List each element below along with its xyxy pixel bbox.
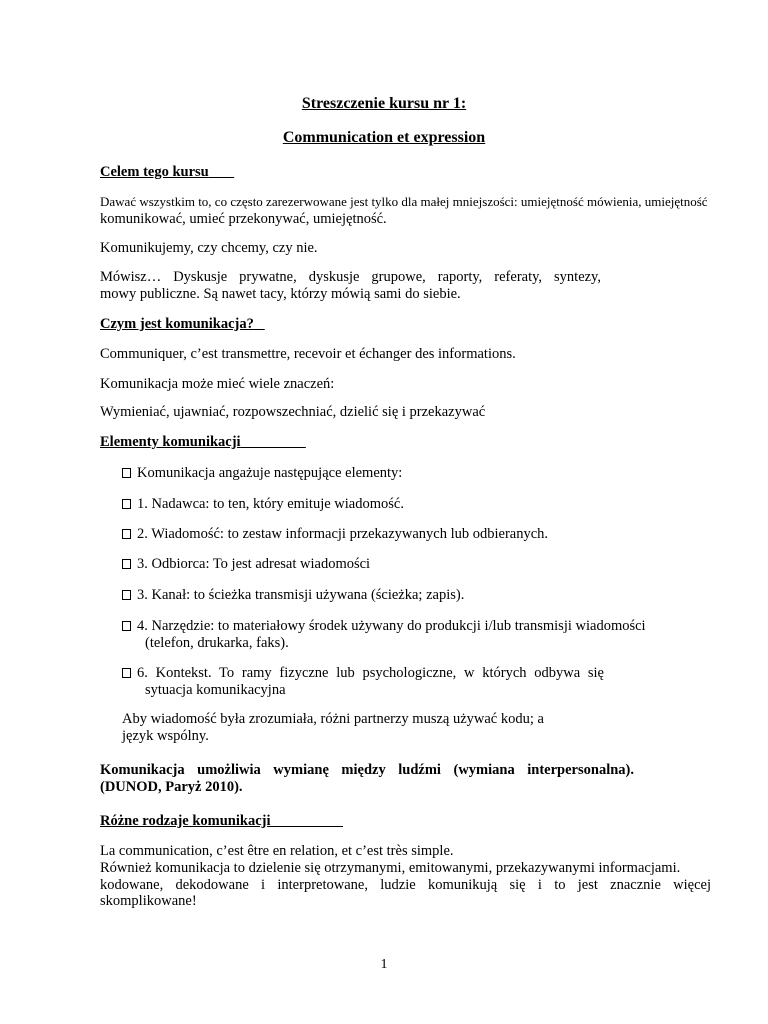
page-subtitle: Communication et expression: [282, 129, 486, 146]
bold-note-line: Komunikacja umożliwia wymianę między ludźmi (wymiana interpersonalna).: [100, 762, 634, 778]
paragraph: Komunikacja może mieć wiele znaczeń:: [100, 376, 335, 392]
paragraph: Komunikujemy, czy chcemy, czy nie.: [100, 240, 318, 256]
section-heading-what-is-communication: Czym jest komunikacja?: [100, 316, 254, 332]
checkbox-bullet-icon: [122, 668, 131, 678]
paragraph-line: komunikować, umieć przekonywać, umiejętność.: [100, 211, 387, 227]
checkbox-bullet-icon: [122, 499, 131, 509]
checkbox-bullet-icon: [122, 559, 131, 569]
list-item: 2. Wiadomość: to zestaw informacji przekazywanych lub odbieranych.: [122, 526, 548, 543]
section-heading-communication-elements: Elementy komunikacji: [100, 434, 241, 450]
page-title: Streszczenie kursu nr 1:: [301, 95, 467, 112]
paragraph-line: kodowane, dekodowane i interpretowane, ludzie komunikują się i to jest znacznie więcej: [100, 877, 711, 893]
checkbox-bullet-icon: [122, 590, 131, 600]
list-item: 3. Kanał: to ścieżka transmisji używana (ścieżka; zapis).: [122, 587, 464, 604]
paragraph-line: Dawać wszystkim to, co często zarezerwowane jest tylko dla małej mniejszości: umiejętność mówienia, umiejętność: [100, 194, 708, 209]
paragraph-line: La communication, c’est être en relation, et c’est très simple.: [100, 843, 454, 859]
page-number: 1: [380, 957, 388, 972]
paragraph-line: skomplikowane!: [100, 893, 197, 909]
checkbox-bullet-icon: [122, 529, 131, 539]
section-heading-types-of-communication: Różne rodzaje komunikacji: [100, 813, 271, 829]
list-item: Komunikacja angażuje następujące elementy:: [122, 465, 402, 482]
checkbox-bullet-icon: [122, 621, 131, 631]
paragraph-line: Aby wiadomość była zrozumiała, różni partnerzy muszą używać kodu; a: [122, 711, 544, 727]
list-item: 3. Odbiorca: To jest adresat wiadomości: [122, 556, 370, 573]
bold-note-line: (DUNOD, Paryż 2010).: [100, 779, 243, 795]
list-item: 4. Narzędzie: to materiałowy środek używany do produkcji i/lub transmisji wiadomości: [122, 618, 646, 635]
list-item-continuation: sytuacja komunikacyjna: [145, 682, 286, 698]
paragraph: Wymieniać, ujawniać, rozpowszechniać, dzielić się i przekazywać: [100, 404, 486, 420]
paragraph: Communiquer, c’est transmettre, recevoir et échanger des informations.: [100, 346, 516, 362]
section-heading-course-goal: Celem tego kursu: [100, 164, 209, 180]
checkbox-bullet-icon: [122, 468, 131, 478]
paragraph-line: mowy publiczne. Są nawet tacy, którzy mówią sami do siebie.: [100, 286, 461, 302]
paragraph-line: język wspólny.: [122, 728, 209, 744]
paragraph-line: Mówisz… Dyskusje prywatne, dyskusje grupowe, raporty, referaty, syntezy,: [100, 269, 601, 285]
list-item: 6. Kontekst. To ramy fizyczne lub psychologiczne, w których odbywa się: [122, 665, 604, 682]
list-item-continuation: (telefon, drukarka, faks).: [145, 635, 289, 651]
paragraph-line: Również komunikacja to dzielenie się otrzymanymi, emitowanymi, przekazywanymi informacjami.: [100, 860, 681, 876]
list-item: 1. Nadawca: to ten, który emituje wiadomość.: [122, 496, 404, 513]
